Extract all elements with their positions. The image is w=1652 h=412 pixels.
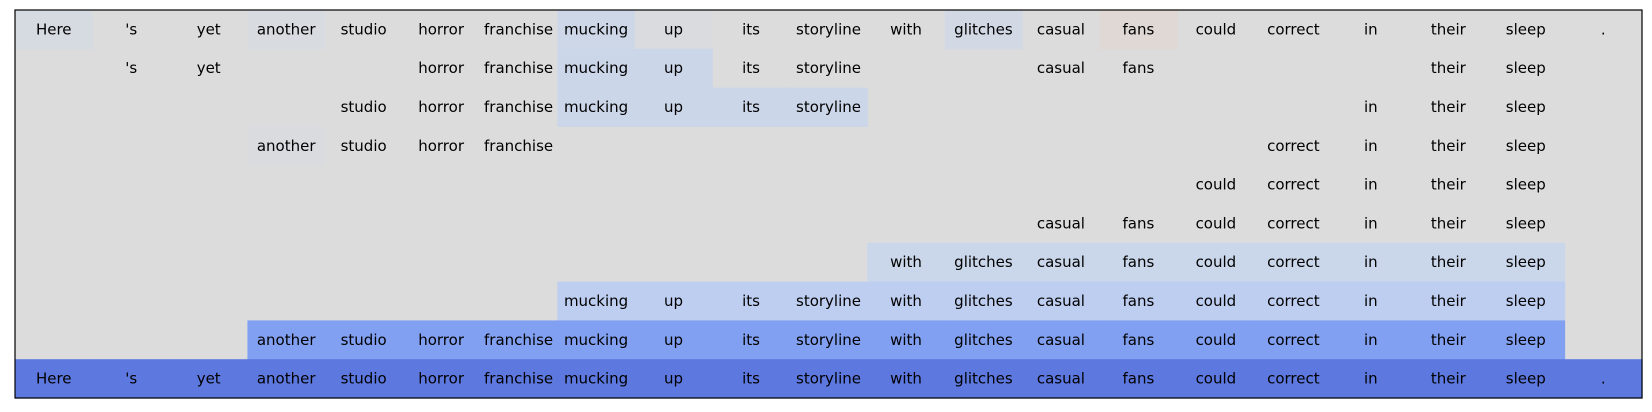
token-label: storyline (796, 292, 861, 310)
token-label: sleep (1505, 98, 1546, 116)
token-label: sleep (1505, 20, 1546, 39)
token-label: sleep (1505, 292, 1546, 310)
token-label: franchise (484, 98, 554, 116)
token-label: . (1600, 20, 1606, 39)
token-label: 's (125, 369, 138, 388)
token-label: mucking (563, 292, 629, 310)
token-label: storyline (796, 59, 861, 78)
token-label: correct (1267, 175, 1320, 194)
token-label: their (1430, 292, 1466, 310)
token-label: 's (125, 59, 138, 78)
token-label: its (742, 98, 760, 116)
token-label: casual (1036, 330, 1085, 349)
token-label: in (1363, 98, 1378, 116)
token-label: their (1430, 253, 1466, 272)
token-label: correct (1267, 330, 1320, 349)
token-label: sleep (1505, 175, 1546, 194)
token-label: in (1363, 292, 1378, 310)
token-label: franchise (484, 59, 554, 78)
token-label: their (1430, 136, 1466, 155)
token-label: in (1363, 253, 1378, 272)
token-label: mucking (563, 98, 629, 116)
token-label: glitches (954, 330, 1013, 349)
token-label: up (664, 330, 684, 349)
token-label: franchise (484, 330, 554, 349)
token-label: mucking (563, 20, 629, 39)
token-label: their (1430, 20, 1466, 39)
token-label: could (1195, 253, 1237, 272)
token-label: its (742, 59, 760, 78)
token-label: yet (196, 369, 221, 388)
token-label: fans (1122, 292, 1155, 310)
token-label: franchise (484, 20, 554, 39)
token-label: could (1195, 292, 1237, 310)
token-label: mucking (563, 59, 629, 78)
token-label: glitches (954, 369, 1013, 388)
token-label: studio (340, 136, 387, 155)
token-label: casual (1036, 214, 1085, 233)
token-label: horror (418, 59, 465, 78)
token-label: another (256, 330, 316, 349)
token-label: mucking (563, 330, 629, 349)
token-label: correct (1267, 20, 1320, 39)
token-label: horror (418, 369, 465, 388)
token-label: could (1195, 330, 1237, 349)
token-label: mucking (563, 369, 629, 388)
token-label: its (742, 292, 760, 310)
token-label: glitches (954, 292, 1013, 310)
token-label: studio (340, 369, 387, 388)
token-label: storyline (796, 98, 861, 116)
token-label: storyline (796, 330, 861, 349)
token-label: fans (1122, 369, 1155, 388)
token-label: fans (1122, 214, 1155, 233)
token-label: fans (1122, 253, 1155, 272)
token-label: studio (340, 20, 387, 39)
token-label: with (890, 292, 922, 310)
token-label: another (256, 20, 316, 39)
token-label: its (742, 369, 760, 388)
token-label: . (1600, 369, 1606, 388)
token-label: in (1363, 175, 1378, 194)
token-label: up (664, 292, 684, 310)
token-label: casual (1036, 20, 1085, 39)
token-label: fans (1122, 330, 1155, 349)
token-label: their (1430, 214, 1466, 233)
token-label: glitches (954, 20, 1013, 39)
token-label: correct (1267, 369, 1320, 388)
token-label: with (890, 369, 922, 388)
token-label: storyline (796, 20, 861, 39)
token-label: its (742, 330, 760, 349)
token-label: correct (1267, 214, 1320, 233)
token-label: yet (196, 20, 221, 39)
token-label: storyline (796, 369, 861, 388)
token-label: casual (1036, 59, 1085, 78)
token-label: Here (35, 369, 72, 388)
token-label: could (1195, 369, 1237, 388)
token-label: with (890, 20, 922, 39)
token-label: fans (1122, 59, 1155, 78)
token-label: their (1430, 59, 1466, 78)
token-label: in (1363, 136, 1378, 155)
token-label: up (664, 20, 684, 39)
token-label: sleep (1505, 369, 1546, 388)
token-label: up (664, 369, 684, 388)
token-label: yet (196, 59, 221, 78)
token-label: sleep (1505, 253, 1546, 272)
token-label: fans (1122, 20, 1155, 39)
token-label: their (1430, 98, 1466, 116)
token-label: up (664, 98, 684, 116)
token-label: another (256, 369, 316, 388)
token-label: horror (418, 330, 465, 349)
token-label: franchise (484, 136, 554, 155)
token-label: 's (125, 20, 138, 39)
token-label: casual (1036, 253, 1085, 272)
token-label: could (1195, 20, 1237, 39)
token-label: horror (418, 20, 465, 39)
token-label: horror (418, 136, 465, 155)
token-label: its (742, 20, 760, 39)
token-label: sleep (1505, 330, 1546, 349)
token-label: could (1195, 214, 1237, 233)
token-label: could (1195, 175, 1237, 194)
token-label: in (1363, 369, 1378, 388)
token-label: casual (1036, 369, 1085, 388)
token-label: in (1363, 214, 1378, 233)
token-label: sleep (1505, 59, 1546, 78)
token-label: studio (340, 98, 387, 116)
token-label: in (1363, 20, 1378, 39)
token-label: their (1430, 330, 1466, 349)
token-label: in (1363, 330, 1378, 349)
token-label: franchise (484, 369, 554, 388)
token-label: sleep (1505, 136, 1546, 155)
token-label: correct (1267, 253, 1320, 272)
token-label: another (256, 136, 316, 155)
token-label: correct (1267, 136, 1320, 155)
token-label: Here (35, 20, 72, 39)
token-label: horror (418, 98, 465, 116)
token-label: up (664, 59, 684, 78)
token-label: with (890, 253, 922, 272)
token-label: their (1430, 369, 1466, 388)
token-label: correct (1267, 292, 1320, 310)
token-label: glitches (954, 253, 1013, 272)
token-label: with (890, 330, 922, 349)
token-label: their (1430, 175, 1466, 194)
token-label: studio (340, 330, 387, 349)
token-label: sleep (1505, 214, 1546, 233)
token-label: casual (1036, 292, 1085, 310)
